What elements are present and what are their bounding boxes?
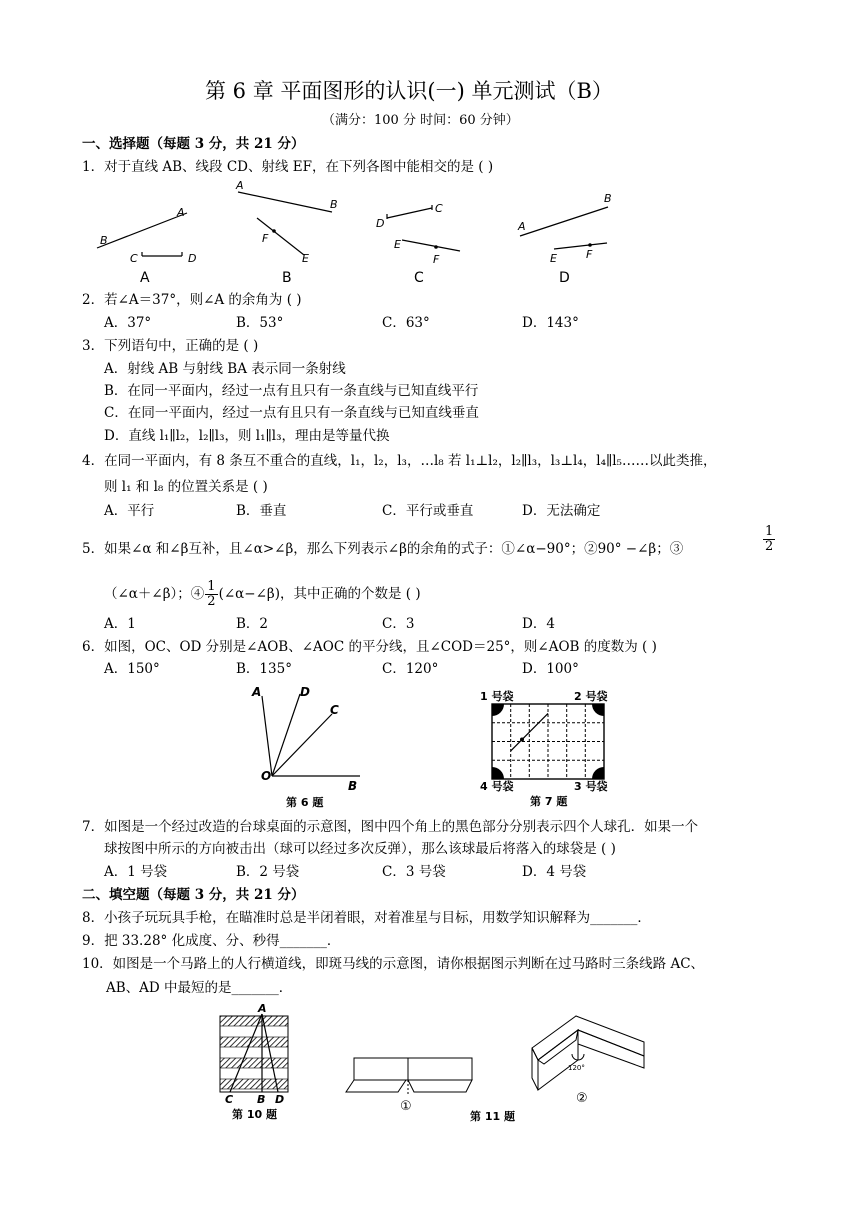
q7-option-c: C．3 号袋: [382, 864, 446, 880]
question-4-line2: 则 l₁ 和 l₈ 的位置关系是 ( ): [104, 479, 268, 495]
q10-figure: [212, 1002, 296, 1126]
svg-text:B: B: [257, 1093, 266, 1106]
svg-text:O: O: [261, 769, 272, 783]
q3-option-d: D．直线 l₁∥l₂，l₂∥l₃，则 l₁∥l₃，理由是等量代换: [104, 428, 390, 444]
q6-option-d: D．100°: [522, 661, 579, 677]
svg-text:C: C: [435, 202, 443, 215]
q7-caption: 第 7 题: [530, 795, 568, 808]
q6-figure: [248, 684, 378, 812]
q2-option-c: C．63°: [382, 315, 430, 331]
q4-option-a: A．平行: [104, 503, 155, 519]
q11-figure: [340, 1014, 656, 1126]
svg-text:A: A: [258, 1002, 267, 1015]
svg-text:120°: 120°: [568, 1064, 585, 1072]
svg-text:B: B: [604, 192, 612, 205]
q7-option-a: A．1 号袋: [104, 864, 168, 880]
point-label: A: [177, 206, 185, 219]
svg-text:3 号袋: 3 号袋: [574, 780, 608, 793]
svg-text:A: A: [518, 220, 526, 233]
q5-fraction-2: $\frac{1}{2}$: [207, 579, 216, 609]
question-3: 3．下列语句中，正确的是 ( ): [82, 338, 259, 354]
svg-text:D: D: [275, 1093, 285, 1106]
page-title: 第 6 章 平面图形的认识(一) 单元测试（B）: [205, 79, 613, 103]
svg-text:F: F: [586, 248, 593, 261]
svg-text:②: ②: [576, 1091, 588, 1106]
svg-text:4 号袋: 4 号袋: [480, 780, 514, 793]
q3-option-c: C．在同一平面内，经过一点有且只有一条直线与已知直线垂直: [104, 405, 479, 421]
question-7-line2: 球按图中所示的方向被击出（球可以经过多次反弹），那么该球最后将落入的球袋是 ( ): [104, 841, 616, 857]
q11-caption: 第 11 题: [470, 1110, 515, 1123]
q6-option-c: C．120°: [382, 661, 439, 677]
q4-option-b: B．垂直: [236, 503, 287, 519]
svg-text:2 号袋: 2 号袋: [574, 690, 608, 703]
svg-text:C: C: [330, 703, 339, 717]
section-fill-heading: 二、填空题（每题 3 分，共 21 分）: [82, 887, 305, 903]
q2-option-d: D．143°: [522, 315, 579, 331]
q6-caption: 第 6 题: [286, 796, 324, 809]
q5-option-b: B．2: [236, 616, 269, 632]
q3-option-a: A．射线 AB 与射线 BA 表示同一条射线: [104, 361, 346, 377]
svg-text:E: E: [550, 252, 557, 265]
svg-text:E: E: [302, 252, 309, 265]
section-choice-heading: 一、选择题（每题 3 分，共 21 分）: [82, 136, 305, 152]
question-2: 2．若∠A＝37°，则∠A 的余角为 ( ): [82, 292, 302, 308]
svg-text:E: E: [394, 238, 401, 251]
question-10-line2: AB、AD 中最短的是_______．: [106, 980, 293, 996]
q4-option-c: C．平行或垂直: [382, 503, 474, 519]
svg-text:F: F: [433, 253, 440, 266]
svg-text:B: B: [348, 779, 358, 793]
point-label: D: [188, 252, 197, 265]
svg-text:A: A: [252, 685, 262, 699]
fig-label-a: A: [140, 270, 150, 286]
question-5-line2: （∠α＋∠β）；④ $\frac{1}{2}$ (∠α−∠β)，其中正确的个数是 ( ): [104, 579, 421, 609]
question-8: 8．小孩子玩玩具手枪，在瞄准时总是半闭着眼，对着准星与目标，用数学知识解释为_______．: [82, 910, 651, 926]
question-9: 9．把 33.28° 化成度、分、秒得_______．: [82, 933, 341, 949]
svg-text:1 号袋: 1 号袋: [480, 690, 514, 703]
svg-text:C: C: [225, 1093, 234, 1106]
q1-figure-b: [235, 179, 338, 286]
fig-label-b: B: [282, 270, 292, 286]
page-subtitle: （满分：100 分 时间：60 分钟）: [322, 113, 519, 128]
q6-option-b: B．135°: [236, 661, 292, 677]
point-label: C: [130, 252, 138, 265]
q6-option-a: A．150°: [104, 661, 160, 677]
svg-text:B: B: [330, 198, 338, 211]
q1-figure-d: [517, 192, 612, 286]
q2-option-b: B．53°: [236, 315, 284, 331]
q2-option-a: A．37°: [104, 315, 152, 331]
question-7-line1: 7．如图是一个经过改造的台球桌面的示意图，图中四个角上的黑色部分分别表示四个人球孔．如果一个: [82, 819, 699, 835]
q5-option-c: C．3: [382, 616, 415, 632]
q1-figure-a: [97, 206, 196, 286]
q1-figure-c: [376, 202, 460, 286]
question-5-line1: 5．如果∠α 和∠β互补，且∠α>∠β，那么下列表示∠β的余角的式子：①∠α−90°；②90° −∠β；③: [82, 541, 684, 557]
q4-option-d: D．无法确定: [522, 503, 601, 519]
question-1: 1．对于直线 AB、线段 CD、射线 EF，在下列各图中能相交的是 ( ): [82, 159, 494, 175]
svg-text:D: D: [376, 217, 385, 230]
question-4-line1: 4．在同一平面内，有 8 条互不重合的直线，l₁，l₂，l₃，…l₈ 若 l₁⊥l₂，l₂∥l₃，l₃⊥l₄，l₄∥l₅……以此类推，: [82, 453, 717, 469]
svg-text:①: ①: [400, 1099, 412, 1114]
question-6: 6．如图，OC、OD 分别是∠AOB、∠AOC 的平分线，且∠COD＝25°，则∠AOB 的度数为 ( ): [82, 639, 657, 655]
svg-text:A: A: [236, 179, 244, 192]
q5-fraction-1: $\frac{1}{2}$: [765, 524, 774, 554]
q7-option-b: B．2 号袋: [236, 864, 300, 880]
q7-figure: [470, 690, 620, 810]
q5-option-a: A．1: [104, 616, 136, 632]
q5-option-d: D．4: [522, 616, 555, 632]
q10-caption: 第 10 题: [232, 1108, 277, 1121]
svg-text:F: F: [262, 232, 269, 245]
fig-label-c: C: [414, 270, 424, 286]
q1-figures: [82, 178, 642, 286]
point-label: B: [100, 234, 108, 247]
q3-option-b: B．在同一平面内，经过一点有且只有一条直线与已知直线平行: [104, 383, 479, 399]
question-10-line1: 10．如图是一个马路上的人行横道线，即斑马线的示意图，请你根据图示判断在过马路时三条线路 AC、: [82, 956, 705, 972]
q7-option-d: D．4 号袋: [522, 864, 587, 880]
fig-label-d: D: [559, 270, 570, 286]
svg-text:D: D: [300, 685, 310, 699]
